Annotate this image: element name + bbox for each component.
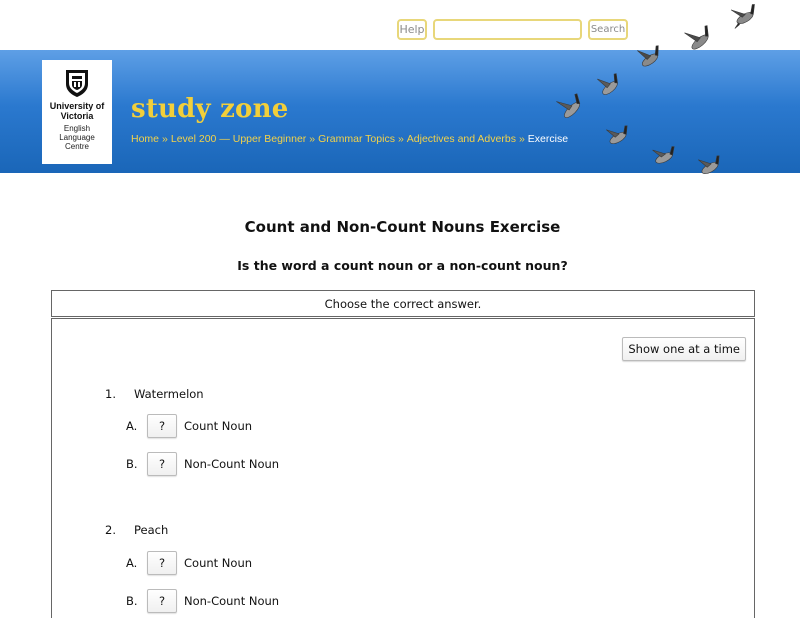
breadcrumb-separator: » — [397, 133, 404, 145]
breadcrumb-separator: » — [309, 133, 316, 145]
answer-option — [52, 414, 652, 438]
search-input[interactable] — [433, 19, 582, 40]
option-label: Non-Count Noun — [184, 594, 280, 608]
option-label: Count Noun — [184, 419, 253, 433]
site-title: study zone — [131, 94, 289, 124]
option-letter: B. — [126, 594, 138, 608]
instructions-box — [51, 290, 755, 317]
site-banner — [0, 50, 800, 173]
exercise-panel — [51, 318, 755, 618]
university-logo[interactable] — [42, 60, 112, 164]
page-title: Count and Non-Count Nouns Exercise — [244, 218, 561, 236]
top-bar — [0, 0, 800, 50]
answer-button[interactable]: ? — [147, 414, 177, 438]
answer-button[interactable]: ? — [147, 551, 177, 575]
show-one-at-a-time-button[interactable]: Show one at a time — [622, 337, 746, 361]
shield-icon — [64, 68, 90, 98]
question-number: 1. — [105, 387, 116, 401]
option-label: Non-Count Noun — [184, 457, 280, 471]
breadcrumb — [131, 133, 568, 145]
question-prompt: Is the word a count noun or a non-count noun? — [237, 258, 568, 273]
breadcrumb-link[interactable]: Home — [131, 133, 160, 145]
answer-button[interactable]: ? — [147, 589, 177, 613]
logo-centre-name: English Language Centre — [59, 124, 95, 151]
option-label: Count Noun — [184, 556, 253, 570]
breadcrumb-link[interactable]: Level 200 — Upper Beginner — [170, 133, 307, 145]
instructions-text: Choose the correct answer. — [324, 296, 482, 311]
question-word: Watermelon — [134, 387, 204, 401]
breadcrumb-separator: » — [518, 133, 525, 145]
help-button[interactable]: Help — [397, 19, 427, 40]
option-letter: A. — [126, 556, 138, 570]
answer-button[interactable]: ? — [147, 452, 177, 476]
question-number: 2. — [105, 523, 116, 537]
breadcrumb-link[interactable]: Grammar Topics — [318, 133, 395, 145]
answer-option — [52, 551, 652, 575]
answer-option — [52, 589, 652, 613]
logo-university-name: University of Victoria — [49, 101, 105, 121]
question-word: Peach — [134, 523, 169, 537]
breadcrumb-separator: » — [162, 133, 168, 145]
breadcrumb-current: Exercise — [527, 133, 569, 145]
answer-option — [52, 452, 652, 476]
option-letter: A. — [126, 419, 138, 433]
option-letter: B. — [126, 457, 138, 471]
breadcrumb-link[interactable]: Adjectives and Adverbs — [406, 133, 516, 145]
search-button[interactable]: Search — [588, 19, 628, 40]
